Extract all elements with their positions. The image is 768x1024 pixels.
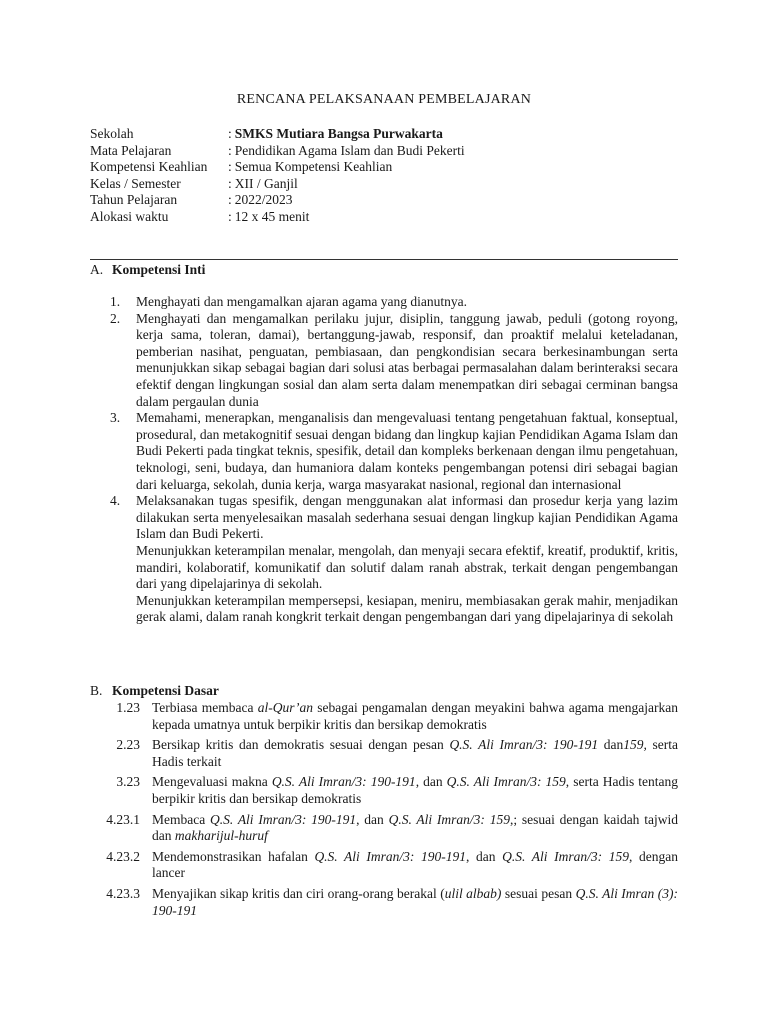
text-run: , dan xyxy=(466,848,503,864)
list-item-text: Menghayati dan mengamalkan ajaran agama yang dianutnya. xyxy=(136,294,467,309)
identity-label: Kompetensi Keahlian xyxy=(90,159,208,174)
kompetensi-dasar-list xyxy=(100,700,678,923)
italic-reference: al-Qur’an xyxy=(257,700,314,715)
text-run: dan xyxy=(598,737,624,753)
section-b-letter: B. xyxy=(90,683,103,698)
section-b-title: Kompetensi Dasar xyxy=(112,683,219,698)
identity-row xyxy=(90,192,690,209)
kompetensi-inti-list xyxy=(110,294,678,626)
list-item-paragraph: Menunjukkan keterampilan mempersepsi, kesiapan, meniru, membiasakan gerak mahir, menjadikan gerak alami, dalam ranah kongkrit terkait dengan pengembangan dari yang dipelajarinya di sekolah xyxy=(136,592,678,625)
list-item-body xyxy=(136,294,678,311)
text-run: sesuai pesan xyxy=(501,885,576,901)
text-run: Menyajikan sikap kritis dan ciri orang-orang berakal ( xyxy=(152,885,445,901)
list-item-text xyxy=(152,774,678,807)
identity-value: XII / Ganjil xyxy=(234,175,298,191)
identity-label: Kelas / Semester xyxy=(90,175,181,191)
list-item-text xyxy=(152,737,678,770)
identity-separator: : xyxy=(228,175,232,191)
italic-reference: Q.S. Ali Imran/3: 190-191 xyxy=(449,737,599,753)
italic-reference: Q.S. Ali Imran/3: 159 xyxy=(502,848,630,864)
italic-reference: makharijul-huruf xyxy=(174,828,268,844)
italic-reference: Q.S. Ali Imran/3: 190-191 xyxy=(314,848,467,864)
text-run: Membaca xyxy=(152,811,211,827)
list-item-number: 1. xyxy=(110,294,121,309)
text-run: , dengan lancer xyxy=(152,848,678,881)
identity-label: Mata Pelajaran xyxy=(90,142,172,158)
italic-reference: Q.S. Ali Imran (3): 190-191 xyxy=(152,885,678,918)
identity-row xyxy=(90,176,690,193)
list-item-text: Memahami, menerapkan, menganalisis dan mengevaluasi tentang pengetahuan faktual, konseptual, prosedural, dan metakognitif sesuai dengan bidang dan lingkup kajian Pendidikan Agama Islam dan Budi Pekerti pada tingkat teknis, spesifik, detail dan kompleks berkenaan dengan ilmu pengetahuan, teknologi, seni, budaya, dan humaniora dalam konteks pengembangan potensi diri sebagai bagian dari keluarga, sekolah, dunia kerja, warga masyarakat nasional, regional dan internasional xyxy=(136,410,678,492)
identity-value: 2022/2023 xyxy=(234,192,293,207)
list-item-body xyxy=(136,493,678,626)
text-run: Terbiasa membaca xyxy=(152,700,258,715)
list-item-number: 2. xyxy=(110,310,121,326)
list-item-body xyxy=(136,410,678,493)
section-a-letter: A. xyxy=(90,262,104,277)
list-item-text: Menghayati dan mengamalkan perilaku jujur, disiplin, tanggung jawab, peduli (gotong royong, kerja sama, toleran, damai), bertanggung-jawab, responsif, dan proaktif melalui keteladanan, pemberian nasihat, penguatan, pembiasaan, dan pengkondisian secara berkesinambungan serta menunjukkan sikap sebagai bagian dari solusi atas berbagai permasalahan dalam berinteraksi secara efektif dengan lingkungan sosial dan alam serta dalam menempatkan diri sebagai cerminan bangsa dalam pergaulan dunia xyxy=(136,310,678,409)
list-item xyxy=(100,812,678,845)
list-item-number: 4.23.2 xyxy=(106,848,140,864)
section-b-heading xyxy=(90,683,219,699)
text-run: , serta Hadis tentang berpikir kritis dan bersikap demokratis xyxy=(152,774,679,806)
identity-row xyxy=(90,209,690,226)
identity-table xyxy=(90,126,690,225)
italic-reference: Q.S. Ali Imran/3: 159 xyxy=(446,774,566,790)
identity-separator: : xyxy=(228,192,232,207)
list-item-text: Melaksanakan tugas spesifik, dengan menggunakan alat informasi dan prosedur kerja yang lazim dilakukan serta menyelesaikan masalah sederhana sesuai dengan lingkup kajian Pendidikan Agama Islam dan Budi Pekerti. xyxy=(136,493,678,542)
list-item-text xyxy=(152,812,678,845)
list-item-number: 4. xyxy=(110,493,121,509)
list-item xyxy=(100,700,678,733)
identity-value: Semua Kompetensi Keahlian xyxy=(234,159,393,174)
list-item-number: 2.23 xyxy=(116,737,140,753)
identity-separator: : xyxy=(228,159,232,174)
list-item-number: 3.23 xyxy=(116,774,140,790)
text-run: Mengevaluasi makna xyxy=(152,774,272,790)
list-item xyxy=(100,774,678,807)
list-item xyxy=(100,886,678,919)
italic-reference: 159, xyxy=(623,737,647,753)
identity-label: Sekolah xyxy=(90,126,134,141)
text-run: , dan xyxy=(415,774,447,790)
text-run: sebagai pengamalan dengan meyakini bahwa agama mengajarkan kepada umatnya untuk berpikir kritis dan bersikap demokratis xyxy=(152,700,678,732)
identity-value: SMKS Mutiara Bangsa Purwakarta xyxy=(234,126,443,141)
identity-separator: : xyxy=(228,208,232,224)
list-item-text xyxy=(152,849,678,882)
identity-label: Tahun Pelajaran xyxy=(90,192,178,207)
list-item-text xyxy=(152,886,678,919)
italic-reference: Q.S. Ali Imran/3: 159 xyxy=(388,811,510,827)
identity-label: Alokasi waktu xyxy=(90,208,169,224)
identity-row xyxy=(90,143,690,160)
list-item xyxy=(110,410,678,493)
list-item-number: 3. xyxy=(110,410,121,426)
list-item-text xyxy=(152,700,678,733)
section-a-title: Kompetensi Inti xyxy=(112,262,206,277)
horizontal-rule xyxy=(90,259,678,260)
list-item-number: 4.23.3 xyxy=(106,885,140,901)
list-item xyxy=(110,493,678,626)
italic-reference: ulil albab) xyxy=(444,885,502,901)
document-title: RENCANA PELAKSANAAN PEMBELAJARAN xyxy=(236,92,532,107)
list-item-paragraph: Menunjukkan keterampilan menalar, mengolah, dan menyaji secara efektif, kreatif, produktif, kritis, mandiri, kolaboratif, komunikatif dan solutif dalam ranah abstrak, terkait dengan pengembangan dari yang dipelajarinya di sekolah. xyxy=(136,542,678,592)
identity-row xyxy=(90,126,690,143)
text-run: serta Hadis terkait xyxy=(152,737,679,769)
identity-separator: : xyxy=(228,126,232,141)
list-item-body xyxy=(136,311,678,411)
italic-reference: Q.S. Ali Imran/3: 190-191 xyxy=(271,774,416,790)
text-run: ,; sesuai dengan kaidah tajwid dan xyxy=(152,811,678,844)
list-item xyxy=(110,294,678,311)
list-item xyxy=(110,311,678,411)
list-item-number: 4.23.1 xyxy=(106,811,140,827)
list-item-number: 1.23 xyxy=(116,700,140,715)
text-run: , dan xyxy=(356,811,389,827)
section-a-heading xyxy=(90,262,205,278)
identity-separator: : xyxy=(228,142,232,158)
text-run: Mendemonstrasikan hafalan xyxy=(152,848,315,864)
identity-value: Pendidikan Agama Islam dan Budi Pekerti xyxy=(234,142,465,158)
list-item xyxy=(100,737,678,770)
text-run: Bersikap kritis dan demokratis sesuai dengan pesan xyxy=(152,737,450,753)
identity-value: 12 x 45 menit xyxy=(234,208,310,224)
list-item xyxy=(100,849,678,882)
italic-reference: Q.S. Ali Imran/3: 190-191 xyxy=(210,811,357,827)
identity-row xyxy=(90,159,690,176)
